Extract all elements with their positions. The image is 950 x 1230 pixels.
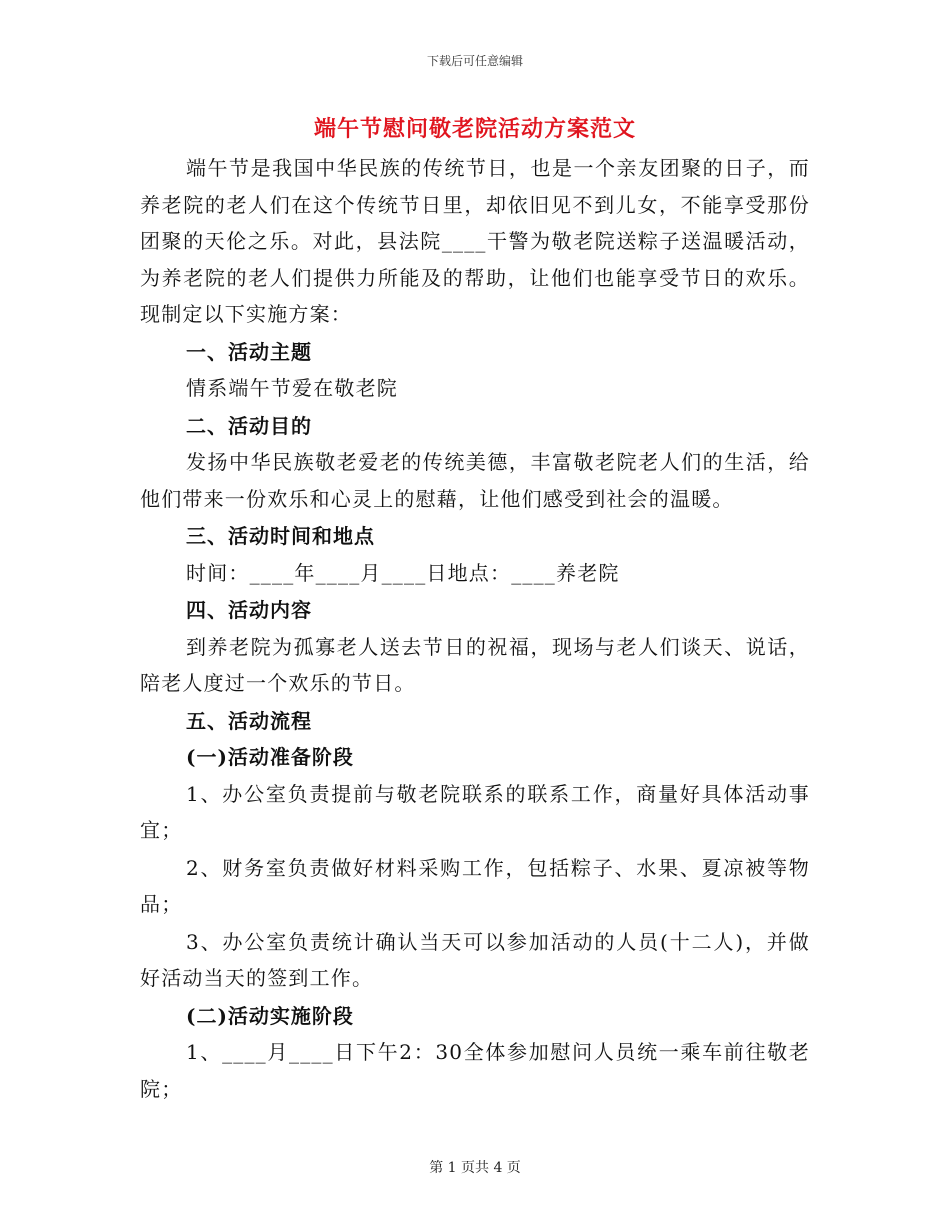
list-item: 1、____月____日下午2：30全体参加慰问人员统一乘车前往敬老院； [140, 1040, 810, 1101]
intro-paragraph: 端午节是我国中华民族的传统节日，也是一个亲友团聚的日子，而养老院的老人们在这个传统节日里，却依旧见不到儿女，不能享受那份团聚的天伦之乐。对此，县法院____干警为敬老院送粽子送温暖活动，为养老院的老人们提供力所能及的帮助，让他们也能享受节日的欢乐。现制定以下实施方案： [140, 156, 810, 326]
document-title: 端午节慰问敬老院活动方案范文 [313, 116, 636, 142]
page-footer: 第 1 页共 4 页 [429, 1160, 521, 1176]
subsection-heading-implementation: (二)活动实施阶段 [186, 1003, 354, 1028]
subsection-heading-preparation: (一)活动准备阶段 [186, 745, 354, 769]
section-text-content: 到养老院为孤寡老人送去节日的祝福，现场与老人们谈天、说话，陪老人度过一个欢乐的节日。 [140, 634, 810, 695]
section-heading-theme: 一、活动主题 [186, 339, 312, 364]
list-item: 1、办公室负责提前与敬老院联系的联系工作，商量好具体活动事宜； [140, 781, 810, 842]
list-item: 2、财务室负责做好材料采购工作，包括粽子、水果、夏凉被等物品； [140, 855, 810, 916]
header-note: 下载后可任意编辑 [426, 54, 523, 68]
list-item: 3、办公室负责统计确认当天可以参加活动的人员(十二人)，并做好活动当天的签到工作。 [140, 929, 810, 990]
document-body [140, 150, 810, 1107]
section-text-time-place: 时间：____年____月____日地点：____养老院 [186, 560, 620, 585]
section-heading-content: 四、活动内容 [186, 598, 312, 622]
section-heading-process: 五、活动流程 [186, 708, 312, 733]
section-text-theme: 情系端午节爱在敬老院 [186, 376, 398, 400]
section-heading-purpose: 二、活动目的 [186, 413, 312, 438]
section-heading-time-place: 三、活动时间和地点 [186, 524, 375, 548]
section-text-purpose: 发扬中华民族敬老爱老的传统美德，丰富敬老院老人们的生活，给他们带来一份欢乐和心灵上的慰藉，让他们感受到社会的温暖。 [140, 450, 810, 511]
